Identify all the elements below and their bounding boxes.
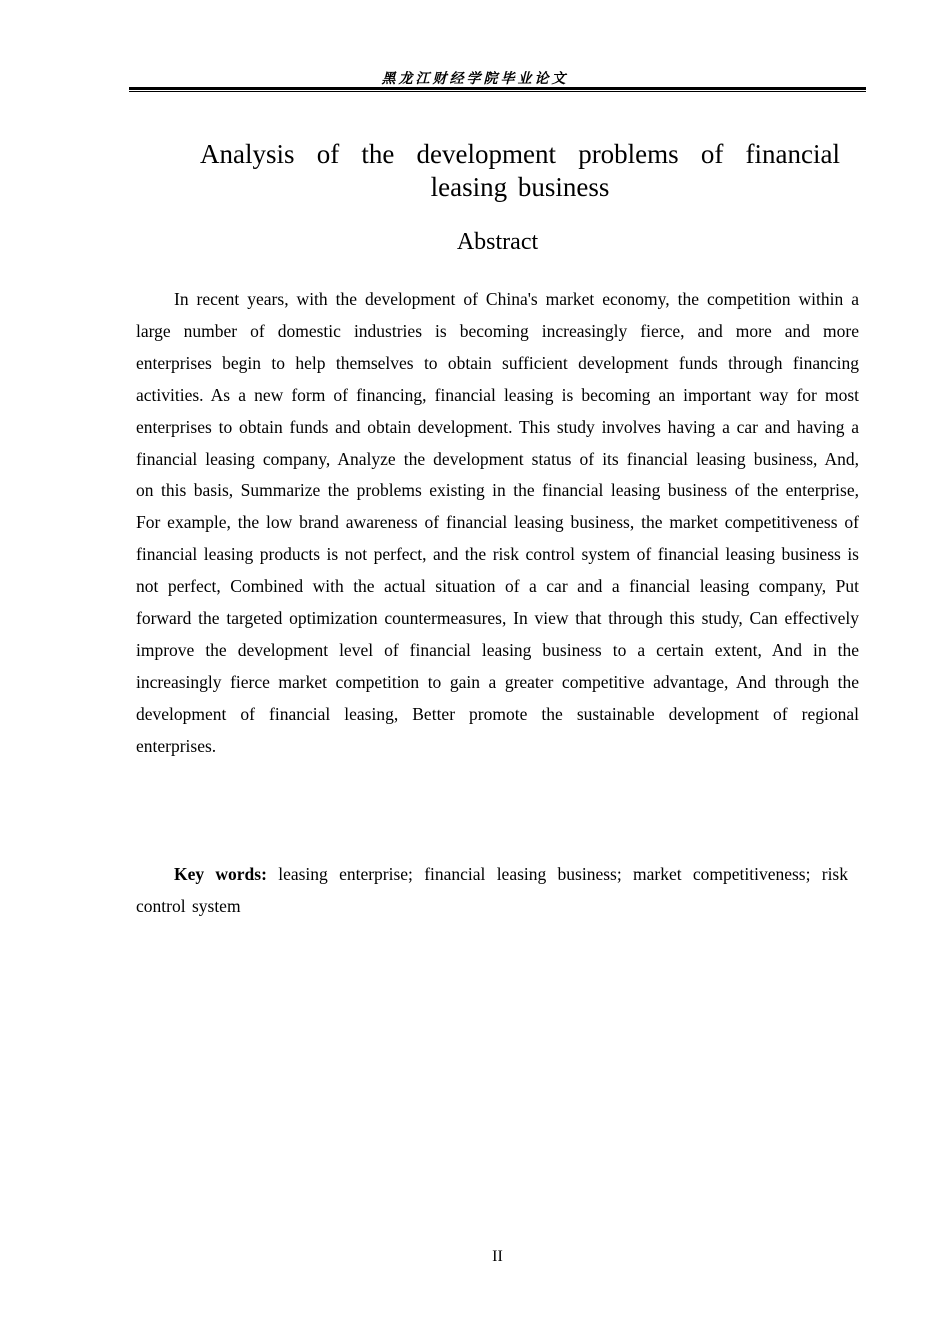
keywords-label: Key words:	[174, 864, 267, 884]
header-title: 黑龙江财经学院毕业论文	[381, 71, 569, 87]
keywords-paragraph	[136, 859, 848, 923]
document-title: Analysis of the development problems of financial leasing business	[200, 139, 840, 202]
header-rule-thick	[129, 87, 866, 90]
abstract-heading: Abstract	[456, 229, 539, 255]
page-number: II	[492, 1248, 503, 1265]
abstract-body: In recent years, with the development of China's market economy, the competition within a large number of domestic industries is becoming increasingly fierce, and more and more enterprises begin to help themselves to obtain sufficient development funds through financing activities. As a new form of financing, financial leasing is becoming an important way for most enterprises to obtain funds and obtain development. This study involves having a car and having a financial leasing company, Analyze the development status of its financial leasing business, And, on this basis, Summarize the problems existing in the financial leasing business of the enterprise, For example, the low brand awareness of financial leasing business, the market competitiveness of financial leasing products is not perfect, and the risk control system of financial leasing business is not perfect, Combined with the actual situation of a car and a financial leasing company, Put forward the targeted optimization countermeasures, In view that through this study, Can effectively improve the development level of financial leasing business to a certain extent, And in the increasingly fierce market competition to gain a greater competitive advantage, And through the development of financial leasing, Better promote the sustainable development of regional enterprises.	[136, 289, 859, 756]
header-rule-thin	[129, 91, 866, 92]
keywords-text: leasing enterprise; financial leasing business; market competitiveness; risk control system	[136, 864, 848, 916]
